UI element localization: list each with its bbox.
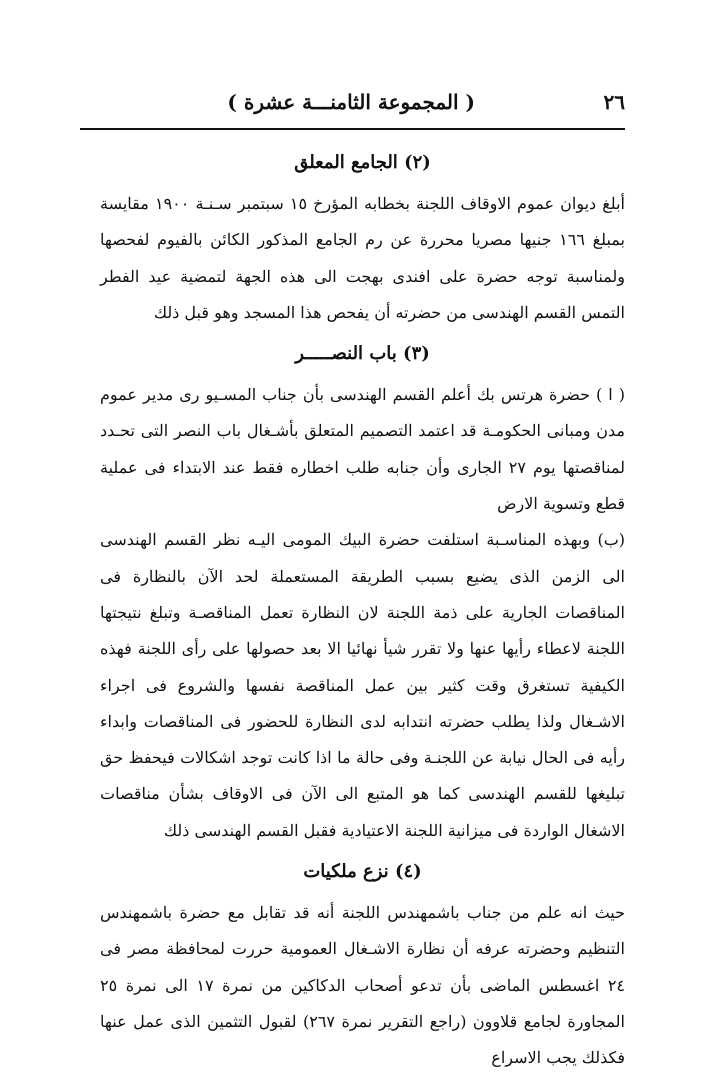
section-heading-expropriation: (٤) نزع ملكيات <box>303 861 422 883</box>
document-body <box>100 140 625 1077</box>
paragraph: أبلغ ديوان عموم الاوقاف اللجنة بخطابه المؤرخ ١٥ سبتمبر سـنـة ١٩٠٠ مقايسة بمبلغ ١٦٦ جنيها مصريا محررة عن رم الجامع المذكور الكائن بالفيوم لفحصها ولمناسبة توجه حضرة على افندى بهجت الى هذه الجهة لتمضية عيد الفطر التمس القسم الهندسى من حضرته أن يفحص هذا المسجد وهو قبل ذلك <box>100 194 626 322</box>
page-number: ٢٦ <box>603 90 625 114</box>
header-divider <box>80 128 625 130</box>
paragraph: (ب) وبهذه المناسـبة استلفت حضرة البيك المومى اليـه نظر القسم الهندسى الى الزمن الذى يضيع بسبب الطريقة المستعملة لحد الآن بالنظارة فى المناقصات الجارية على ذمة اللجنة لان النظارة تعمل المناقصـة وتبلغ نتيجتها اللجنة لاعطاء رأيها عنها ولا تقرر شيأ نهائيا الا بعد حصولها على رأى اللجنة فهذه الكيفية تستغرق وقت كثير بين عمل المناقصة نفسها والشروع فى اجراء الاشـغال ولذا يطلب حضرته انتدابه لدى النظارة للحضور فى المناقصات وابداء رأيه فى الحال نيابة عن اللجنـة وفى حالة ما اذا كانت توجد اشكالات فيحفظ حق تبليغها للقسم الهندسى كما هو المتبع الى الآن فى الاوقاف بشأن مناقصات الاشغال الواردة فى ميزانية اللجنة الاعتيادية فقبل القسم الهندسى ذلك <box>100 530 625 840</box>
section-heading-bab-el-nasr: (٣) باب النصـــــر <box>295 343 430 365</box>
section-heading-mosque: (٢) الجامع المعلق <box>294 152 431 173</box>
paragraph: ( ا ) حضرة هرتس بك أعلم القسم الهندسى بأن جناب المسـيو رى مدير عموم مدن ومبانى الحكومـة قد اعتمد التصميم المتعلق بأشـغال باب النصر التى تحـدد لمناقصتها يوم ٢٧ الجارى وأن جنابه طلب اخطاره فقط عند الابتداء فى عملية قطع وتسوية الارض <box>100 385 625 514</box>
page-header <box>80 86 625 126</box>
paragraph: حيث انه علم من جناب باشمهندس اللجنة أنه قد تقابل مع حضرة باشمهندس التنظيم وحضرته عرفه أن نظارة الاشـغال العمومية حررت لمحافظة مصر فى ٢٤ اغسطس الماضى بأن تدعو أصحاب الدكاكين من نمرة ١٧ الى نمرة ٢٥ المجاورة لجامع قلاوون (راجع التقرير نمرة ٢٦٧) لقبول التثمين الذى عمل عنها فكذلك يجب الاسراع <box>100 903 626 1068</box>
running-title: ( المجموعة الثامنـــة عشرة ) <box>227 90 475 114</box>
